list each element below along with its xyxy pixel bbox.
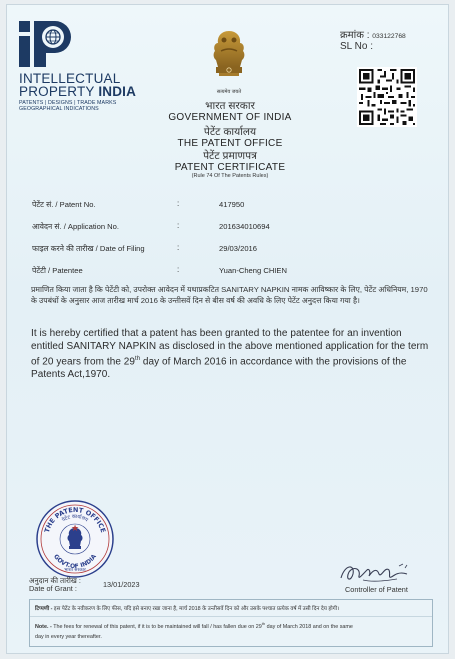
grant-label-en: Date of Grant : [29, 584, 77, 593]
logo-subtitle [19, 100, 116, 112]
notes-divider [30, 616, 432, 617]
grant-date: 13/01/2023 [103, 580, 140, 589]
serial-label-en: SL No : [340, 41, 373, 52]
seal-top-english: THE PATENT OFFICE [42, 505, 108, 534]
rule-reference: (Rule 74 Of The Patents Rules) [191, 173, 269, 179]
note-english-text2: day of March 2018 and on the same [265, 623, 353, 630]
controller-of-patent: Controller of Patent [345, 585, 408, 594]
logo-line2-b: INDIA [98, 84, 137, 99]
cert-english: PATENT CERTIFICATE [174, 162, 286, 173]
note-hindi-text: इस पेटेंट के नवीकरण के लिए फीस, यदि इसे बनाए रखा जाना है, मार्च 2018 के उन्तीसवें दिन को और उसके पश्चात प्रत्येक वर्ष में उसी दिन देय होगी। [53, 606, 340, 612]
logo-line2-a: PROPERTY [19, 84, 99, 99]
patent-no-label: पेटेंट सं. / Patent No. [32, 200, 96, 209]
ip-india-logo-icon [19, 21, 79, 67]
serial-label-hi-text: क्रमांक : [340, 30, 370, 41]
emblem-motto: सत्यमेव जयते [216, 89, 242, 95]
detail-row [32, 241, 422, 263]
logo-text [19, 72, 136, 98]
note-hindi-label: टिप्पणी - [35, 606, 53, 612]
hindi-certification-text: प्रमाणित किया जाता है कि पेटेंटी को, उपरोक्त आवेदन में यथाप्रकटित SANITARY NAPKIN नामक आविष्कार के लिए, पेटेंट अधिनियम, 1970 के उपबंधों के अनुसार आज तारीख मार्च 2016 के उन्तीसवें दिन से बीस वर्ष की अवधि के लिए पेटेंट अनुदत्त किया गया है। [31, 285, 428, 305]
details-table [32, 197, 422, 285]
signature-icon [337, 558, 417, 588]
detail-row [32, 219, 422, 241]
patent-no-value: 417950 [219, 200, 245, 209]
filing-date-label: फाइल करने की तारीख / Date of Filing [32, 244, 145, 253]
grant-label [29, 577, 81, 593]
serial-number: 033122768 [372, 33, 406, 40]
note-english-label: Note. - [35, 623, 52, 630]
header-block [130, 101, 330, 179]
gov-english: GOVERNMENT OF INDIA [168, 112, 292, 123]
grant-label-hi: अनुदान की तारीख : [29, 576, 81, 585]
detail-row [32, 263, 422, 285]
gov-hindi: भारत सरकार [205, 100, 255, 112]
detail-row [32, 197, 422, 219]
patent-certificate [6, 4, 449, 654]
colon: : [177, 243, 180, 252]
filing-date-value: 29/03/2016 [219, 244, 258, 253]
note-english [35, 619, 353, 632]
application-no-label: आवेदन सं. / Application No. [32, 222, 119, 231]
logo-line2 [19, 85, 136, 98]
cert-hindi: पेटेंट प्रमाणपत्र [203, 150, 257, 162]
eng-part2: day of March 2016 in accordance with the provisions of the Patents Act,1970. [31, 356, 407, 381]
seal-top-hindi: पेटेंट कार्यालय [61, 513, 89, 524]
english-certification-text [31, 327, 429, 381]
national-emblem-icon [207, 27, 251, 87]
note-english-text1: The fees for renewal of this patent, if it is to be maintained will fall / has fallen due on 29 [53, 623, 262, 630]
colon: : [177, 265, 180, 274]
qr-code-icon[interactable] [357, 67, 417, 127]
logo-sub1: PATENTS | DESIGNS | TRADE MARKS [19, 100, 117, 106]
logo-line1: INTELLECTUAL [19, 71, 121, 86]
seal-bottom-hindi: भारत सरकार [64, 568, 86, 573]
notes-box [29, 599, 433, 647]
office-english: THE PATENT OFFICE [177, 138, 283, 149]
patent-office-seal-icon [35, 499, 115, 579]
colon: : [177, 199, 180, 208]
colon: : [177, 221, 180, 230]
note-hindi [35, 604, 431, 614]
note-english-line2: day in every year thereafter. [35, 634, 102, 640]
application-no-value: 201634010694 [219, 222, 270, 231]
eng-sup: th [134, 356, 141, 362]
patentee-value: Yuan-Cheng CHIEN [219, 266, 287, 275]
seal-bottom-english: GOVT.OF INDIA [52, 553, 98, 571]
office-hindi: पेटेंट कार्यालय [203, 126, 257, 138]
note-english-sup: th [261, 621, 266, 626]
seal-star-icon: ★ [70, 524, 80, 534]
patentee-label: पेटेंटी / Patentee [32, 266, 83, 275]
serial-block [340, 31, 406, 52]
eng-part1: It is hereby certified that a patent has been granted to the patentee for an invention entitled SANITARY NAPKIN as disclosed in the above mentioned application for the term of 20 years from the 29 [31, 328, 429, 368]
logo-sub2: GEOGRAPHICAL INDICATIONS [19, 106, 99, 112]
